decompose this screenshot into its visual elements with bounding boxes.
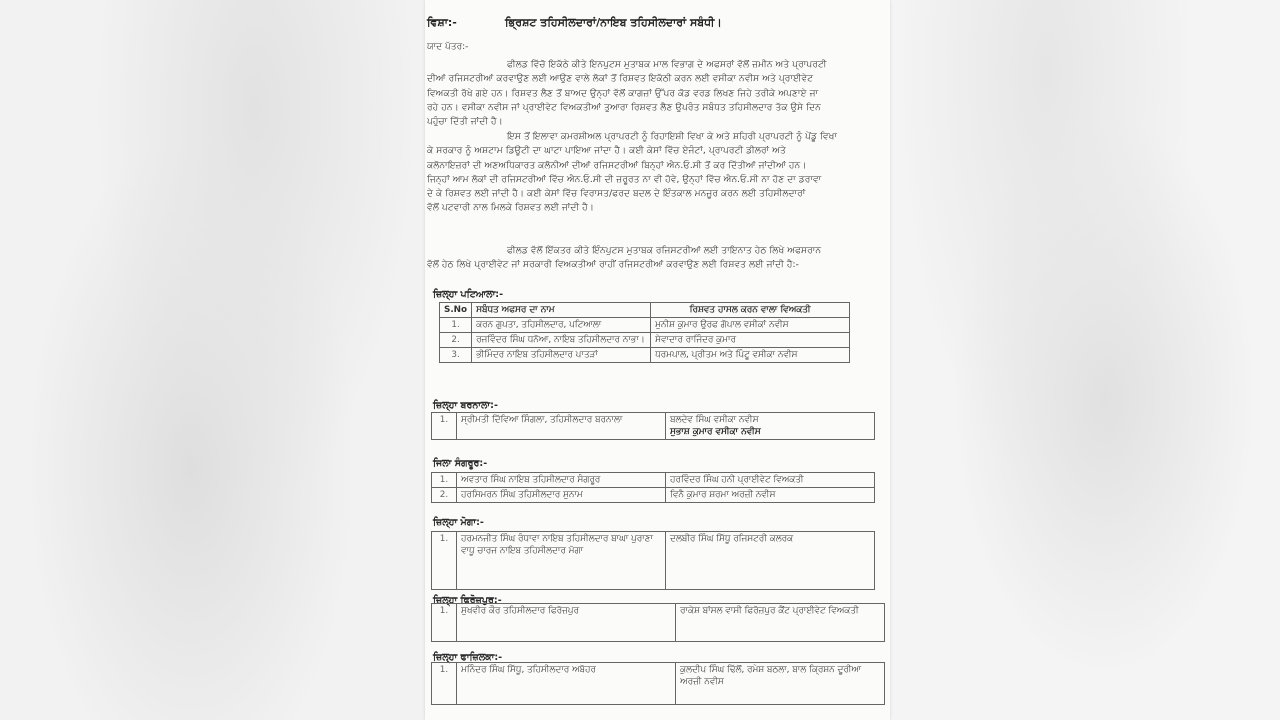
cell-sn: 1.: [432, 604, 457, 642]
table-row: [432, 488, 875, 503]
cell-sn: 1.: [432, 532, 457, 590]
cell-officer: ਰਜਵਿੰਦਰ ਸਿੰਘ ਧਨੋਆ, ਨਾਇਬ ਤਹਿਸੀਲਦਾਰ ਨਾਭਾ।: [472, 333, 651, 348]
cell-officer: ਭੀਮਿੰਦਰ ਨਾਇਬ ਤਹਿਸੀਲਦਾਰ ਪਾਤੜਾਂ: [472, 348, 651, 363]
paragraph-3: [427, 244, 885, 273]
cell-bribe-taker: [666, 413, 875, 440]
bribe-taker-2: ਸੁਭਾਸ਼ ਕੁਮਾਰ ਵਸੀਕਾ ਨਵੀਸ: [670, 427, 761, 437]
blurred-background-right: [890, 0, 1280, 720]
memo-label: ਯਾਦ ਪੱਤਰ:-: [427, 42, 469, 52]
table-ferozepur: [431, 603, 885, 642]
table-sangrur: [431, 472, 875, 503]
document-page: [425, 0, 890, 720]
district-title-barnala: ਜ਼ਿਲ੍ਹਾ ਬਰਨਾਲਾ:-: [433, 400, 498, 411]
table-row: [432, 604, 885, 642]
paragraph-line: ਫੀਲਡ ਵੱਲੋਂ ਇੱਕਤਰ ਕੀਤੇ ਇੰਨਪੁਟਸ ਮੁਤਾਬਕ ਰਜਿਸਟਰੀਆਂ ਲਈ ਤਾਇਨਾਤ ਹੇਠ ਲਿਖੇ ਅਫਸਰਾਨ: [507, 246, 822, 256]
blurred-background-left: [0, 0, 425, 720]
cell-bribe-taker: ਕੁਲਦੀਪ ਸਿੰਘ ਢਿੱਲੋਂ, ਰਮੇਸ਼ ਬਠਲਾ, ਬਾਲ ਕ੍ਰਿਸ਼ਨ ਦੂਰੀਆ ਅਰਜ਼ੀ ਨਵੀਸ: [676, 663, 885, 705]
cell-sn: 1.: [432, 663, 457, 705]
table-row: [440, 333, 850, 348]
table-patiala: [439, 302, 850, 363]
paragraph-line: ਕਲੋਨਾਇਜ਼ਰਾਂ ਦੀ ਅਣਅਧਿਕਾਰਤ ਕਲੋਨੀਆਂ ਦੀਆਂ ਰਜਿਸਟਰੀਆਂ ਬਿਨ੍ਹਾਂ ਐਨ.ਓ.ਸੀ ਤੋਂ ਕਰ ਦਿੱਤੀਆਂ ਜਾਂਦੀਆਂ ਹਨ।: [427, 160, 807, 171]
table-fazilka: [431, 662, 885, 705]
header-sn: S.No: [440, 303, 472, 318]
paragraph-line: ਇਸ ਤੋਂ ਇਲਾਵਾ ਕਮਰਸ਼ੀਅਲ ਪ੍ਰਾਪਰਟੀ ਨੂੰ ਰਿਹਾਇਸ਼ੀ ਵਿਖਾ ਕੇ ਅਤੇ ਸ਼ਹਿਰੀ ਪ੍ਰਾਪਰਟੀ ਨੂੰ ਪੇਂਡੂ ਵਿਖਾ: [507, 132, 837, 142]
paragraph-1: [427, 58, 885, 129]
paragraph-line: ਕੇ ਸਰਕਾਰ ਨੂੰ ਅਸ਼ਟਾਮ ਡਿਊਟੀ ਦਾ ਘਾਟਾ ਪਾਇਆ ਜਾਂਦਾ ਹੈ। ਕਈ ਕੇਸਾਂ ਵਿੱਚ ਏਜੰਟਾਂ, ਪ੍ਰਾਪਰਟੀ ਡੀਲਰਾਂ ਅਤੇ: [427, 146, 786, 157]
cell-sn: 3.: [440, 348, 472, 363]
district-title-ferozepur: ਜ਼ਿਲ੍ਹਾ ਫਿਰੋਜ਼ਪੁਰ:-: [433, 595, 502, 606]
subject-label: ਵਿਸ਼ਾ:-: [427, 16, 457, 29]
paragraph-2: [427, 130, 885, 216]
paragraph-line: ਜਿਨ੍ਹਾਂ ਆਮ ਲੋਕਾਂ ਦੀ ਰਜਿਸਟਰੀਆਂ ਵਿੱਚ ਐਨ.ਓ.ਸੀ ਦੀ ਜ਼ਰੂਰਤ ਨਾ ਵੀ ਹੋਵੇ, ਉਨ੍ਹਾਂ ਵਿੱਚ ਐਨ.ਓ.ਸੀ ਨਾ ਹੋਣ ਦਾ ਡਰਾਵਾ: [427, 174, 822, 185]
cell-sn: 1.: [440, 318, 472, 333]
district-title-patiala: ਜ਼ਿਲ੍ਹਾ ਪਟਿਆਲਾ:-: [433, 289, 504, 300]
table-row: [440, 318, 850, 333]
cell-bribe-taker: ਮੁਨੀਸ਼ ਕੁਮਾਰ ਉਰਫ ਗੋਪਾਲ ਵਸੀਕਾਂ ਨਵੀਸ: [651, 318, 850, 333]
bribe-taker-1: ਬਲਦੇਵ ਸਿੰਘ ਵਸੀਕਾ ਨਵੀਸ: [670, 415, 759, 425]
table-row: [432, 663, 885, 705]
table-header-row: [440, 303, 850, 318]
cell-officer: ਅਵਤਾਰ ਸਿੰਘ ਨਾਇਬ ਤਹਿਸੀਲਦਾਰ ਸੰਗਰੂਰ: [457, 473, 666, 488]
header-officer: ਸਬੰਧਤ ਅਫਸਰ ਦਾ ਨਾਮ: [472, 303, 651, 318]
district-title-sangrur: ਜਿਲਾ ਸੰਗਰੂਰ:-: [433, 458, 488, 469]
cell-officer: ਸੁਖਵੀਰ ਕੌਰ ਤਹਿਸੀਲਦਾਰ ਫਿਰੋਜ਼ਪੁਰ: [457, 604, 676, 642]
paragraph-line: ਦੇ ਕੇ ਰਿਸ਼ਵਤ ਲਈ ਜਾਂਦੀ ਹੈ। ਕਈ ਕੇਸਾਂ ਵਿੱਚ ਵਿਰਾਸਤ/ਫਰਦ ਬਦਲ ਦੇ ਇੰਤਕਾਲ ਮਨਜ਼ੂਰ ਕਰਨ ਲਈ ਤਹਿਸੀਲਦਾਰਾਂ: [427, 189, 806, 200]
paragraph-line: ਵਿਅਕਤੀ ਰੱਖੇ ਗਏ ਹਨ। ਰਿਸ਼ਵਤ ਲੈਣ ਤੋਂ ਬਾਅਦ ਉਨ੍ਹਾਂ ਵੱਲੋਂ ਕਾਗਜ਼ਾਂ ਉੱਪਰ ਕੋਡ ਵਰਡ ਲਿਖਣ ਜਿਹੇ ਤਰੀਕੇ ਅਪਣਾਏ ਜਾ: [427, 88, 819, 99]
district-title-moga: ਜ਼ਿਲ੍ਹਾ ਮੋਗਾ:-: [433, 517, 484, 528]
cell-officer: ਹਰਸਿਮਰਨ ਸਿੰਘ ਤਹਿਸੀਲਦਾਰ ਸੁਨਾਮ: [457, 488, 666, 503]
paragraph-line: ਦੀਆਂ ਰਜਿਸਟਰੀਆਂ ਕਰਵਾਉਣ ਲਈ ਆਉਣ ਵਾਲੇ ਲੋਕਾਂ ਤੋਂ ਰਿਸ਼ਵਤ ਇਕੱਠੀ ਕਰਨ ਲਈ ਵਸੀਕਾ ਨਵੀਸ ਅਤੇ ਪ੍ਰਾਈਵੇਟ: [427, 74, 814, 85]
cell-sn: 2.: [440, 333, 472, 348]
paragraph-line: ਫੀਲਡ ਵਿੱਚੋ ਇਕੱਠੇ ਕੀਤੇ ਇਨਪੁਟਸ ਮੁਤਾਬਕ ਮਾਲ ਵਿਭਾਗ ਦੇ ਅਫਸਰਾਂ ਵੱਲੋਂ ਜ਼ਮੀਨ ਅਤੇ ਪ੍ਰਾਪਰਟੀ: [507, 60, 827, 70]
cell-bribe-taker: ਰਾਕੇਸ਼ ਬਾਂਸਲ ਵਾਸੀ ਫਿਰੋਜ਼ਪੁਰ ਕੈਂਟ ਪ੍ਰਾਈਵੇਟ ਵਿਅਕਤੀ: [676, 604, 885, 642]
cell-sn: 1.: [432, 473, 457, 488]
table-row: [432, 473, 875, 488]
paragraph-line: ਵੱਲੋਂ ਹੇਠ ਲਿਖੇ ਪ੍ਰਾਈਵੇਟ ਜਾਂ ਸਰਕਾਰੀ ਵਿਅਕਤੀਆਂ ਰਾਹੀਂ ਰਜਿਸਟਰੀਆਂ ਕਰਵਾਉਣ ਲਈ ਰਿਸ਼ਵਤ ਲਈ ਜਾਂਦੀ ਹੈ:-: [427, 260, 799, 271]
cell-officer: ਸ੍ਰੀਮਤੀ ਦਿੱਵਿਆ ਸਿੰਗਲਾ, ਤਹਿਸੀਲਦਾਰ ਬਰਨਾਲਾ: [457, 413, 666, 440]
district-title-fazilka: ਜ਼ਿਲ੍ਹਾ ਫਾਜ਼ਿਲਕਾ:-: [433, 652, 503, 663]
table-row: [440, 348, 850, 363]
cell-bribe-taker: ਸੇਵਾਦਾਰ ਰਾਜਿੰਦਰ ਕੁਮਾਰ: [651, 333, 850, 348]
cell-sn: 2.: [432, 488, 457, 503]
table-row: [432, 413, 875, 440]
subject-text: ਭ੍ਰਿਸ਼ਟ ਤਹਿਸੀਲਦਾਰਾਂ/ਨਾਇਬ ਤਹਿਸੀਲਦਾਰਾਂ ਸਬੰਧੀ।: [505, 16, 722, 29]
cell-officer: ਮਨਿੰਦਰ ਸਿੰਘ ਸਿੱਧੂ, ਤਹਿਸੀਲਦਾਰ ਅਬੋਹਰ: [457, 663, 676, 705]
cell-bribe-taker: ਹਰਵਿੰਦਰ ਸਿੰਘ ਹਨੀ ਪ੍ਰਾਈਵੇਟ ਵਿਅਕਤੀ: [666, 473, 875, 488]
header-bribe-taker: ਰਿਸ਼ਵਤ ਹਾਸਲ ਕਰਨ ਵਾਲਾ ਵਿਅਕਤੀ: [651, 303, 850, 318]
table-row: [432, 532, 875, 590]
cell-officer: ਕਰਨ ਗੁਪਤਾ, ਤਹਿਸੀਲਦਾਰ, ਪਟਿਆਲਾ: [472, 318, 651, 333]
cell-bribe-taker: ਦਲਬੀਰ ਸਿੰਘ ਸਿੱਧੂ ਰਜਿਸਟਰੀ ਕਲਰਕ: [666, 532, 875, 590]
cell-sn: 1.: [432, 413, 457, 440]
cell-officer: ਹਰਮਨਜੀਤ ਸਿੰਘ ਰੰਧਾਵਾ ਨਾਇਬ ਤਹਿਸੀਲਦਾਰ ਬਾਘਾ ਪੁਰਾਣਾ ਵਾਧੂ ਚਾਰਜ ਨਾਇਬ ਤਹਿਸੀਲਦਾਰ ਮੋਗਾ: [457, 532, 666, 590]
table-moga: [431, 531, 875, 590]
paragraph-line: ਪਹੁੰਚਾ ਦਿੱਤੀ ਜਾਂਦੀ ਹੈ।: [427, 117, 503, 128]
paragraph-line: ਵੱਲੋਂ ਪਟਵਾਰੀ ਨਾਲ ਮਿਲਕੇ ਰਿਸ਼ਵਤ ਲਈ ਜਾਂਦੀ ਹੈ।: [427, 203, 594, 214]
paragraph-line: ਰਹੇ ਹਨ। ਵਸੀਕਾ ਨਵੀਸ ਜਾਂ ਪ੍ਰਾਈਵੇਟ ਵਿਅਕਤੀਆਂ ਤੁਆਰਾ ਰਿਸ਼ਵਤ ਲੈਣ ਉਪਰੰਤ ਸਬੰਧਤ ਤਹਿਸੀਲਦਾਰ ਤੱਕ ਉਸੇ ਦਿਨ: [427, 102, 821, 113]
cell-bribe-taker: ਧਰਮਪਾਲ, ਪ੍ਰੀਤਮ ਅਤੇ ਪਿੰਟੂ ਵਸੀਕਾ ਨਵੀਸ: [651, 348, 850, 363]
cell-bribe-taker: ਵਿਨੈ ਕੁਮਾਰ ਸ਼ਰਮਾ ਅਰਜ਼ੀ ਨਵੀਸ: [666, 488, 875, 503]
table-barnala: [431, 412, 875, 440]
